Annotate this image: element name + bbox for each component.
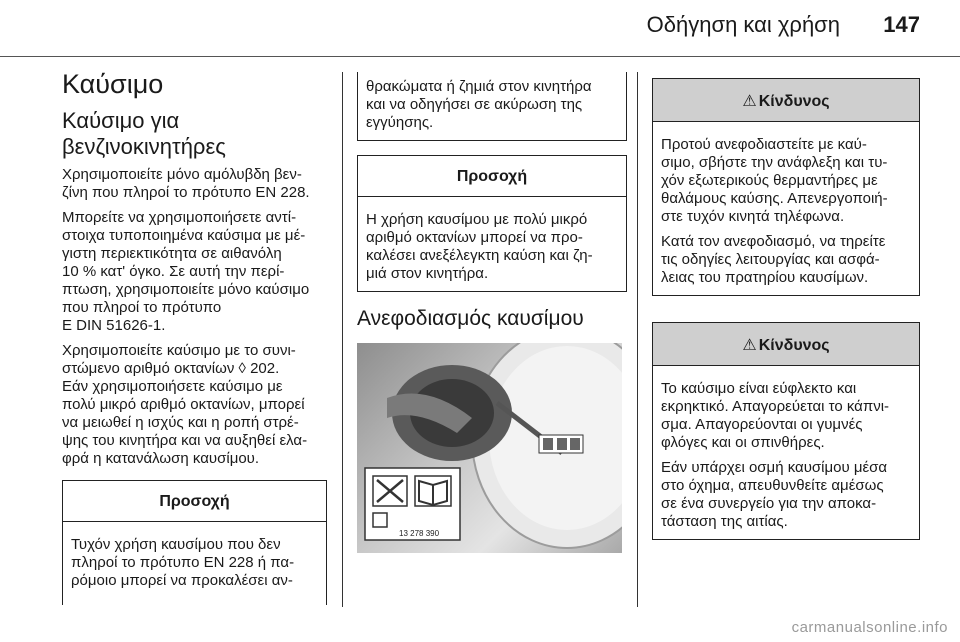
header-rule [0,56,960,57]
caution-box-text: Τυχόν χρήση καυσίμου που δεν πληροί το πρότυπο EN 228 ή πα- ρόμοιο μπορεί να προκαλέσει αν- [71,536,295,590]
fuel-filler-flap-photo [357,343,622,553]
danger-box-text: Προτού ανεφοδιαστείτε με καύ- σιμο, σβήστε την ανάφλεξη και τυ- χόν εξωτερικούς θερμαντήρες με θαλάμους καύσης. Απενεργοποιή- στε τυχόν κινητά τηλέφωνα. [661,136,888,225]
danger-box-title-text: Κίνδυνος [758,337,830,354]
photo-label-code: 13 278 390 [399,529,440,539]
caution-continued-text: θρακώματα ή ζημιά στον κινητήρα και να οδηγήσει σε ακύρωση της εγγύησης. [366,78,592,131]
warning-triangle-icon: ⚠ [742,337,757,354]
column-1 [62,60,327,605]
column-3 [652,72,920,540]
section-title-refuelling: Ανεφοδιασμός καυσίμου [357,307,584,330]
running-title: Οδήγηση και χρήση [646,12,840,37]
caution-box-title: Προσοχή [358,156,626,197]
danger-box-title [653,323,919,366]
subsection-title-petrol: Καύσιμο για βενζινοκινητήρες [62,107,226,160]
paragraph: Χρησιμοποιείτε μόνο αμόλυβδη βεν- ζίνη που πληροί το πρότυπο EN 228. [62,166,310,202]
page-header [0,0,960,54]
column-2 [357,72,627,553]
page-number: 147 [883,12,920,37]
caution-box [62,480,327,605]
caution-box-text: Η χρήση καυσίμου με πολύ μικρό αριθμό οκτανίων μπορεί να προ- καλέσει ανεξέλεγκτη καύση και ζη- μιά στον κινητήρα. [366,211,593,282]
caution-box [357,155,627,292]
column-separator [637,72,638,607]
paragraph: Χρησιμοποιείτε καύσιμο με το συνι- στώμενο αριθμό οκτανίων ◊ 202. Εάν χρησιμοποιήσετε καύσιμο με πολύ μικρό αριθμό οκτανίων, μπορεί να μειωθεί η ισχύς και η ροπή στρέ- ψης του κινητήρα και να αυξηθεί ελα- φρά η κατανάλωση καυσίμου. [62,342,308,468]
danger-box [652,78,920,296]
section-title-fuel: Καύσιμο [62,69,164,99]
warning-triangle-icon: ⚠ [742,93,757,110]
danger-box-title [653,79,919,122]
danger-box-text: Το καύσιμο είναι εύφλεκτο και εκρηκτικό. Απαγορεύεται το κάπνι- σμα. Απαγορεύονται οι γυμνές φλόγες και οι σπινθήρες. [661,380,890,451]
paragraph: Μπορείτε να χρησιμοποιήσετε αντί- στοιχα τυποποιημένα καύσιμα με μέ- γιστη περιεκτικότητα σε αιθανόλη 10 % κατ' όγκο. Σε αυτή την περί- πτωση, χρησιμοποιείτε μόνο καύσιμο που πληροί το πρότυπο E DIN 51626-1. [62,209,310,335]
danger-box-text: Εάν υπάρχει οσμή καυσίμου μέσα στο όχημα, απευθυνθείτε αμέσως σε ένα συνεργείο για την αποκα- τάσταση της αιτίας. [661,459,888,530]
fuel-filler-illustration [357,343,622,553]
danger-box [652,322,920,540]
danger-box-text: Κατά τον ανεφοδιασμό, να τηρείτε τις οδηγίες λειτουργίας και ασφά- λειας του πρατηρίου καυσίμων. [661,233,886,286]
danger-box-title-text: Κίνδυνος [758,93,830,110]
column-separator [342,72,343,607]
caution-box-continued [357,72,627,141]
watermark: carmanualsonline.info [791,619,948,636]
caution-box-title: Προσοχή [63,481,326,522]
